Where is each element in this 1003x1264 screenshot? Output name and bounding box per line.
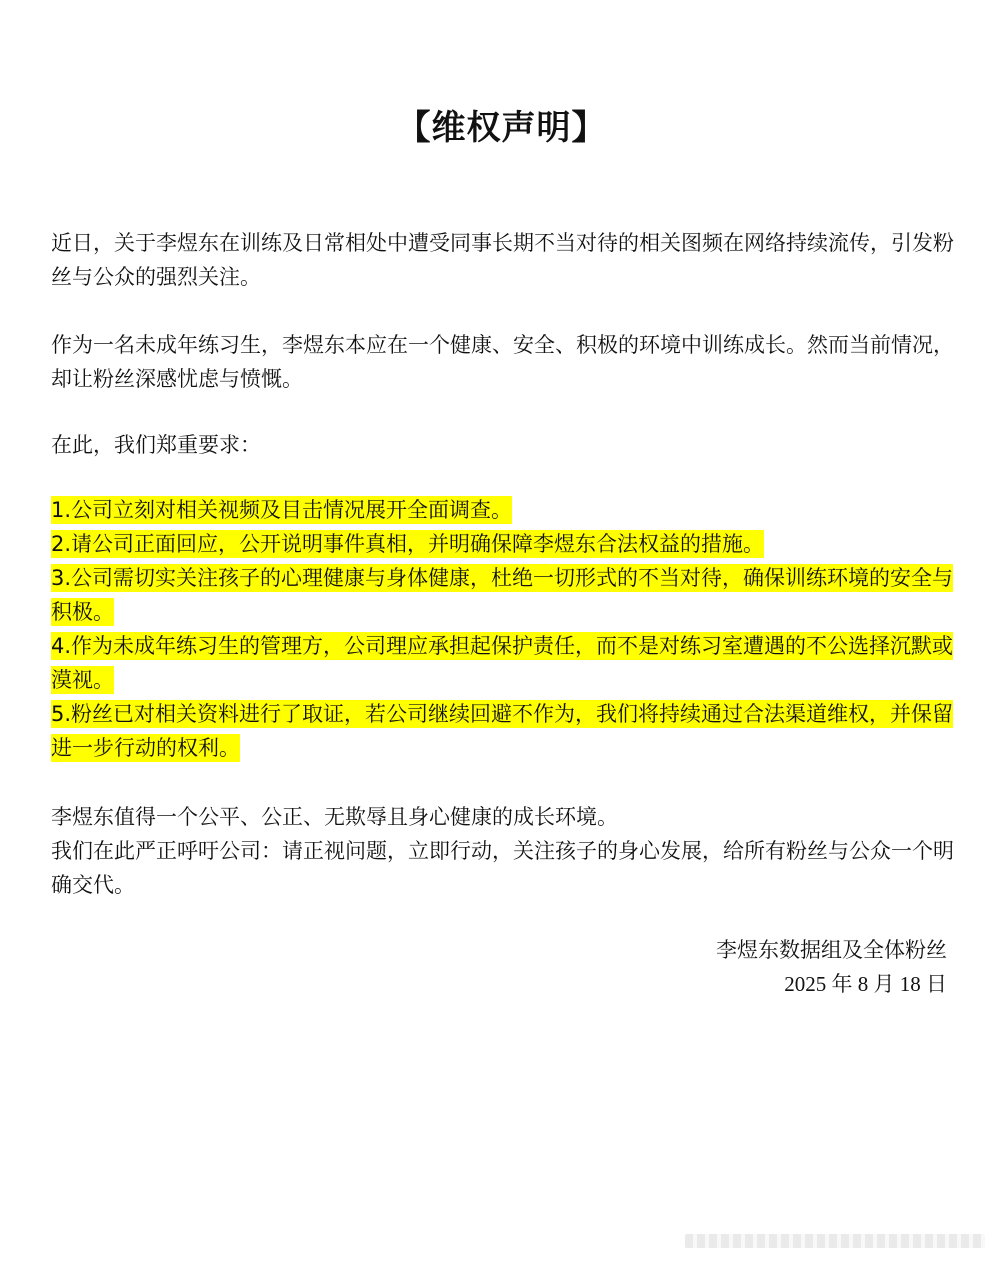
document-title: 【维权声明】 bbox=[396, 108, 607, 148]
closing-line-2: 我们在此严正呼吁公司：请正视问题，立即行动，关注孩子的身心发展，给所有粉丝与公众一个明确交代。 bbox=[51, 839, 954, 897]
signature-date: 2025 年 8 月 18 日 bbox=[784, 972, 947, 996]
demands-list bbox=[51, 493, 956, 765]
context-paragraph: 作为一名未成年练习生，李煜东本应在一个健康、安全、积极的环境中训练成长。然而当前情况，却让粉丝深感忧虑与愤慨。 bbox=[51, 333, 954, 391]
demand-item-4 bbox=[51, 629, 956, 697]
closing-line-1: 李煜东值得一个公平、公正、无欺辱且身心健康的成长环境。 bbox=[51, 805, 618, 829]
signature-block bbox=[347, 933, 947, 1001]
demand-text-3: 3.公司需切实关注孩子的心理健康与身体健康，杜绝一切形式的不当对待，确保训练环境的安全与积极。 bbox=[51, 566, 954, 624]
intro-paragraph: 近日，关于李煜东在训练及日常相处中遭受同事长期不当对待的相关图频在网络持续流传，引发粉丝与公众的强烈关注。 bbox=[51, 231, 954, 289]
demand-item-2 bbox=[51, 527, 956, 561]
demand-item-1 bbox=[51, 493, 956, 527]
demand-text-5: 5.粉丝已对相关资料进行了取证，若公司继续回避不作为，我们将持续通过合法渠道维权，并保留进一步行动的权利。 bbox=[51, 702, 954, 760]
demand-item-3 bbox=[51, 561, 956, 629]
demand-text-4: 4.作为未成年练习生的管理方，公司理应承担起保护责任，而不是对练习室遭遇的不公选择沉默或漠视。 bbox=[51, 634, 954, 692]
demand-item-5 bbox=[51, 697, 956, 765]
demand-text-2: 2.请公司正面回应，公开说明事件真相，并明确保障李煜东合法权益的措施。 bbox=[51, 532, 765, 556]
demand-lead-in: 在此，我们郑重要求： bbox=[51, 433, 261, 457]
watermark-image bbox=[685, 1234, 985, 1248]
demand-text-1: 1.公司立刻对相关视频及目击情况展开全面调查。 bbox=[51, 498, 513, 522]
signature-name: 李煜东数据组及全体粉丝 bbox=[716, 938, 947, 962]
